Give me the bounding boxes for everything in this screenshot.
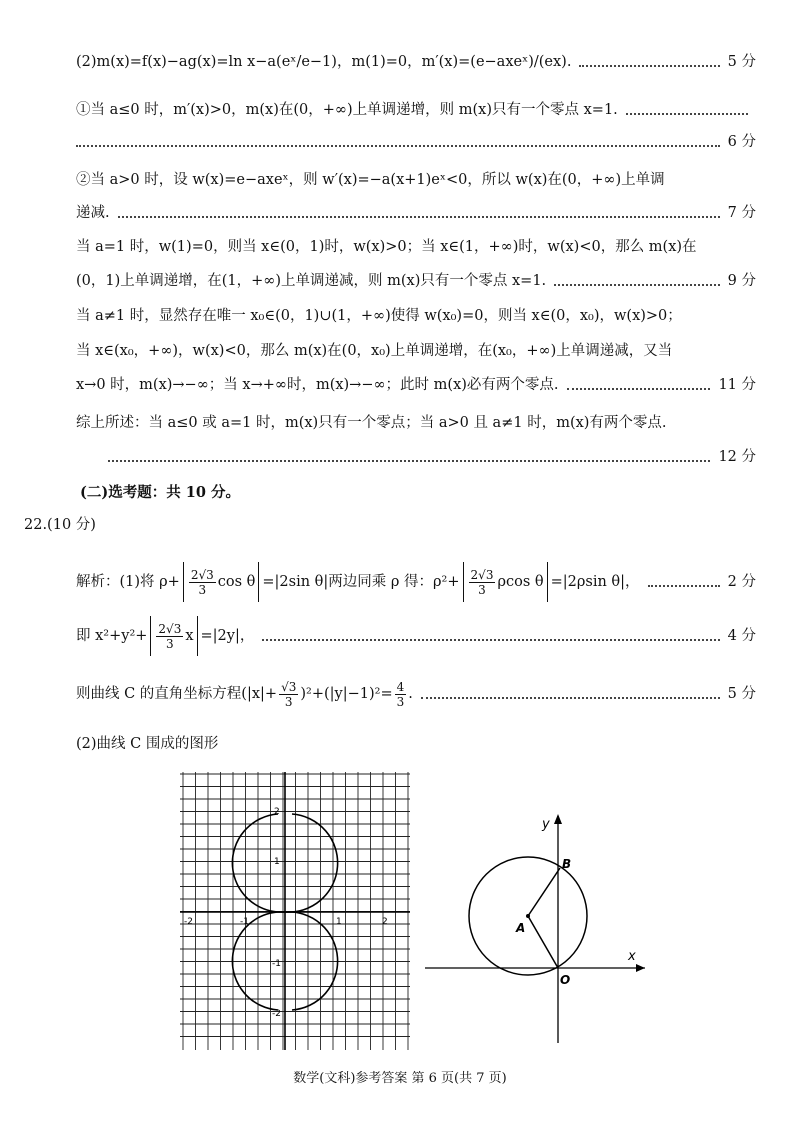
answer-line-5b xyxy=(76,341,756,361)
solution-text: x xyxy=(185,628,194,644)
answer-text: 当 a=1 时，w(1)=0，则当 x∈(0，1)时，w(x)>0；当 x∈(1，+∞)时，w(x)<0，那么 m(x)在 xyxy=(76,239,697,255)
leader-dots xyxy=(567,388,711,390)
answer-line-6b xyxy=(76,447,756,467)
answer-line-2 xyxy=(76,100,756,120)
answer-line-4b xyxy=(76,271,756,291)
answer-text: x→0 时，m(x)→−∞；当 x→+∞时，m(x)→−∞；此时 m(x)必有两个零点. xyxy=(76,377,559,393)
score-label: 4 分 xyxy=(727,628,756,644)
solution-text: =|2sin θ|两边同乘 ρ 得：ρ²+ xyxy=(262,574,460,590)
answer-text: (0，1)上单调递增，在(1，+∞)上单调递减，则 m(x)只有一个零点 x=1. xyxy=(76,273,547,289)
answer-text: 当 x∈(x₀，+∞)，w(x)<0，那么 m(x)在(0，x₀)上单调递增，在(x₀，+∞)上单调递减，又当 xyxy=(76,343,673,359)
solution-text: cos θ xyxy=(217,574,256,590)
solution-text: 解析：(1)将 ρ+ xyxy=(76,574,180,590)
solution-line-1 xyxy=(76,562,756,602)
answer-line-6 xyxy=(76,413,756,433)
point-label-A: A xyxy=(516,921,526,935)
tick-label: 2 xyxy=(382,917,388,927)
solution-text: 即 x²+y²+ xyxy=(76,628,148,644)
grid-graph xyxy=(180,772,410,1050)
leader-dots xyxy=(421,697,720,699)
solution-text: 则曲线 C 的直角坐标方程(|x|+ xyxy=(76,686,278,702)
tick-label: 1 xyxy=(336,917,342,927)
abs-bar xyxy=(258,562,259,602)
answer-line-4 xyxy=(76,237,756,257)
score-label: 6 分 xyxy=(727,134,756,150)
answer-text: 综上所述：当 a≤0 或 a=1 时，m(x)只有一个零点；当 a>0 且 a≠1 时，m(x)有两个零点. xyxy=(76,415,667,431)
tick-label: 1 xyxy=(274,857,280,867)
solution-text: (2)曲线 C 围成的图形 xyxy=(76,736,219,752)
tick-label: -1 xyxy=(240,917,249,927)
leader-dots xyxy=(262,639,719,641)
tick-label: 2 xyxy=(274,807,280,817)
section-title: (二)选考题：共 10 分。 xyxy=(80,484,240,501)
solution-line-4 xyxy=(76,734,756,754)
fraction: $\frac{4}{3}$ xyxy=(396,679,405,709)
abs-bar xyxy=(150,616,151,656)
abs-bar xyxy=(463,562,464,602)
answer-text: ①当 a≤0 时，m′(x)>0，m(x)在(0，+∞)上单调递增，则 m(x)只有一个零点 x=1. xyxy=(76,102,618,118)
axis-label-y: y xyxy=(542,817,550,832)
answer-text: 递减. xyxy=(76,205,110,221)
solution-text: )²+(|y|−1)²= xyxy=(300,686,393,702)
y-arrow-icon xyxy=(554,814,562,824)
score-label: 7 分 xyxy=(727,205,756,221)
answer-line-3b xyxy=(76,203,756,223)
section-heading xyxy=(80,483,756,503)
leader-dots xyxy=(76,145,720,147)
point-label-B: B xyxy=(562,857,572,871)
abs-bar xyxy=(547,562,548,602)
radius-AO xyxy=(528,916,558,968)
question-label: 22.(10 分) xyxy=(24,517,96,533)
question-number xyxy=(24,515,756,535)
tick-label: -2 xyxy=(184,917,193,927)
fraction: $\frac{2√3}{3}$ xyxy=(470,567,494,597)
solution-text: . xyxy=(408,686,413,702)
center-point xyxy=(526,914,530,918)
abs-bar xyxy=(197,616,198,656)
leader-dots xyxy=(579,65,719,67)
score-label: 9 分 xyxy=(727,273,756,289)
fraction: $\frac{2√3}{3}$ xyxy=(190,567,214,597)
point-label-O: O xyxy=(560,973,571,987)
answer-line-5c xyxy=(76,375,756,395)
page-footer: 数学(文科)参考答案 第 6 页(共 7 页) xyxy=(293,1071,507,1086)
score-label: 12 分 xyxy=(718,449,756,465)
answer-line-2b xyxy=(76,132,756,152)
abs-bar xyxy=(183,562,184,602)
fraction: $\frac{√3}{3}$ xyxy=(281,679,297,709)
score-label: 5 分 xyxy=(727,54,756,70)
x-arrow-icon xyxy=(636,964,645,972)
solution-line-3 xyxy=(76,674,756,714)
answer-text: ②当 a>0 时，设 w(x)=e−axeˣ，则 w′(x)=−a(x+1)eˣ<0，所以 w(x)在(0，+∞)上单调 xyxy=(76,172,665,188)
solution-text: ρcos θ xyxy=(497,574,544,590)
answer-line-5 xyxy=(76,306,756,326)
leader-dots xyxy=(108,460,710,462)
score-label: 2 分 xyxy=(727,574,756,590)
axis-label-x: x xyxy=(628,949,636,964)
circle-graph xyxy=(420,808,650,1048)
leader-dots xyxy=(118,216,720,218)
leader-dots xyxy=(648,585,720,587)
tick-label: -1 xyxy=(272,959,281,969)
solution-text: =|2ρsin θ|， xyxy=(550,574,640,590)
answer-line-3 xyxy=(76,170,756,190)
solution-text: =|2y|， xyxy=(200,628,255,644)
radius-AB xyxy=(528,868,560,916)
fraction: $\frac{2√3}{3}$ xyxy=(158,621,182,651)
answer-text: (2)m(x)=f(x)−ag(x)=ln x−a(eˣ/e−1)，m(1)=0，m′(x)=(e−axeˣ)/(ex). xyxy=(76,54,572,70)
leader-dots xyxy=(626,113,748,115)
answer-line-1 xyxy=(76,52,756,72)
answer-text: 当 a≠1 时，显然存在唯一 x₀∈(0，1)∪(1，+∞)使得 w(x₀)=0，则当 x∈(0，x₀)，w(x)>0； xyxy=(76,308,682,324)
score-label: 5 分 xyxy=(727,686,756,702)
leader-dots xyxy=(554,284,720,286)
tick-label: -2 xyxy=(272,1009,281,1019)
solution-line-2 xyxy=(76,616,756,656)
score-label: 11 分 xyxy=(718,377,756,393)
